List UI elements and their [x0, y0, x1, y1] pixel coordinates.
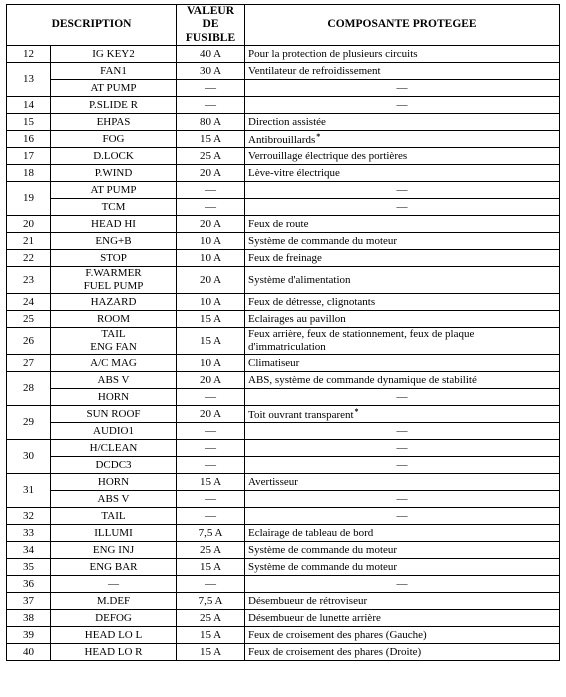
fuse-number: 35 [7, 559, 51, 576]
fuse-value: — [177, 97, 245, 114]
table-row [7, 165, 560, 182]
protected-component-line: Désembueur de lunette arrière [248, 611, 381, 624]
fuse-table-body [7, 46, 560, 661]
table-row [7, 294, 560, 311]
protected-component-line: Toit ouvrant transparent [248, 408, 354, 421]
fuse-number: 33 [7, 525, 51, 542]
fuse-description-line: M.DEF [96, 594, 131, 607]
header-composante: COMPOSANTE PROTEGEE [245, 5, 560, 46]
fuse-value: 15 A [177, 328, 245, 355]
fuse-table [6, 4, 560, 661]
fuse-value: 10 A [177, 294, 245, 311]
protected-component-line: — [396, 98, 408, 111]
fuse-description-line: D.LOCK [93, 149, 134, 162]
fuse-description [51, 131, 177, 148]
protected-component [245, 165, 560, 182]
fuse-description [51, 199, 177, 216]
fuse-description-line: AT PUMP [90, 81, 137, 94]
fuse-value: 10 A [177, 233, 245, 250]
fuse-description [51, 525, 177, 542]
fuse-value: 7,5 A [177, 525, 245, 542]
table-row [7, 610, 560, 627]
table-row [7, 542, 560, 559]
protected-component-line: — [396, 424, 408, 437]
fuse-description-line: IG KEY2 [92, 47, 135, 60]
fuse-value: 15 A [177, 627, 245, 644]
fuse-description [51, 508, 177, 525]
protected-component [245, 593, 560, 610]
protected-component-line: Système de commande du moteur [248, 234, 398, 247]
protected-component-line: — [396, 577, 408, 590]
fuse-description-line: DCDC3 [95, 458, 132, 471]
table-row [7, 576, 560, 593]
fuse-description [51, 165, 177, 182]
protected-component-line: Antibrouillards [248, 133, 316, 146]
protected-component-line: Eclairages au pavillon [248, 312, 346, 325]
table-row [7, 250, 560, 267]
fuse-description-line: ABS V [97, 373, 130, 386]
fuse-description-line: FAN1 [100, 64, 127, 77]
fuse-number: 36 [7, 576, 51, 593]
table-row [7, 389, 560, 406]
fuse-number: 39 [7, 627, 51, 644]
fuse-value: 25 A [177, 542, 245, 559]
fuse-number: 26 [7, 328, 51, 355]
fuse-description [51, 406, 177, 423]
fuse-value: 15 A [177, 131, 245, 148]
fuse-description-line: ABS V [97, 492, 130, 505]
fuse-description-line: P.SLIDE R [89, 98, 138, 111]
protected-component [245, 199, 560, 216]
fuse-value: 20 A [177, 267, 245, 294]
protected-component-line: — [396, 200, 408, 213]
fuse-number: 31 [7, 474, 51, 508]
fuse-description [51, 423, 177, 440]
fuse-number: 27 [7, 355, 51, 372]
fuse-value: — [177, 576, 245, 593]
fuse-description [51, 610, 177, 627]
fuse-value: 15 A [177, 474, 245, 491]
table-row [7, 97, 560, 114]
protected-component-line: — [396, 492, 408, 505]
fuse-value: — [177, 389, 245, 406]
protected-component [245, 80, 560, 97]
protected-component-line: Direction assistée [248, 115, 326, 128]
protected-component [245, 644, 560, 661]
fuse-description [51, 474, 177, 491]
fuse-value: 20 A [177, 372, 245, 389]
protected-component [245, 372, 560, 389]
fuse-description-line: AT PUMP [90, 183, 137, 196]
table-row [7, 199, 560, 216]
protected-component-line: Feux de route [248, 217, 309, 230]
protected-component [245, 328, 560, 355]
protected-component [245, 131, 560, 148]
protected-component [245, 63, 560, 80]
header-description: DESCRIPTION [7, 5, 177, 46]
table-row [7, 406, 560, 423]
protected-component-line: d'immatriculation [248, 341, 326, 353]
fuse-number: 20 [7, 216, 51, 233]
fuse-number: 22 [7, 250, 51, 267]
fuse-description-line: A/C MAG [90, 356, 137, 369]
fuse-description [51, 250, 177, 267]
fuse-value: 20 A [177, 216, 245, 233]
table-row [7, 63, 560, 80]
table-row [7, 525, 560, 542]
table-row [7, 328, 560, 355]
fuse-description-line: TAIL [101, 328, 126, 341]
fuse-description-line: FOG [102, 132, 125, 145]
fuse-number: 29 [7, 406, 51, 440]
fuse-description-line: ROOM [97, 312, 131, 325]
table-row [7, 372, 560, 389]
protected-component-line: Feux de croisement des phares (Gauche) [248, 628, 427, 641]
fuse-description [51, 372, 177, 389]
fuse-description [51, 355, 177, 372]
table-row [7, 593, 560, 610]
fuse-description [51, 233, 177, 250]
fuse-description-line: ENG+B [95, 234, 132, 247]
protected-component-line: Pour la protection de plusieurs circuits [248, 47, 418, 60]
fuse-description [51, 182, 177, 199]
fuse-description [51, 216, 177, 233]
fuse-value: — [177, 491, 245, 508]
protected-component [245, 491, 560, 508]
protected-component [245, 406, 560, 423]
table-row [7, 267, 560, 294]
header-valeur [177, 5, 245, 46]
fuse-description-line: H/CLEAN [89, 441, 138, 454]
protected-component [245, 474, 560, 491]
table-row [7, 311, 560, 328]
fuse-description-line: HAZARD [90, 295, 137, 308]
protected-component [245, 627, 560, 644]
table-row [7, 80, 560, 97]
fuse-description-line: AUDIO1 [93, 424, 134, 437]
protected-component-line: Système de commande du moteur [248, 543, 398, 556]
fuse-value: 10 A [177, 250, 245, 267]
fuse-value: — [177, 182, 245, 199]
fuse-description-line: HORN [97, 475, 130, 488]
table-row [7, 355, 560, 372]
fuse-number: 38 [7, 610, 51, 627]
fuse-description-line: ENG FAN [90, 341, 137, 353]
protected-component-line: Feux arrière, feux de stationnement, feux de plaque [248, 328, 475, 341]
protected-component [245, 97, 560, 114]
fuse-value: 20 A [177, 165, 245, 182]
fuse-number: 32 [7, 508, 51, 525]
fuse-number: 13 [7, 63, 51, 97]
table-row [7, 131, 560, 148]
fuse-value: — [177, 457, 245, 474]
protected-component [245, 250, 560, 267]
fuse-value: — [177, 440, 245, 457]
protected-component [245, 457, 560, 474]
table-row [7, 559, 560, 576]
protected-component [245, 423, 560, 440]
fuse-description [51, 644, 177, 661]
protected-component-line: — [396, 441, 408, 454]
protected-component-line: — [396, 390, 408, 403]
fuse-value: 40 A [177, 46, 245, 63]
fuse-description [51, 46, 177, 63]
fuse-description-line: DEFOG [95, 611, 132, 624]
table-row [7, 627, 560, 644]
protected-component [245, 311, 560, 328]
fuse-description [51, 148, 177, 165]
fuse-value: 15 A [177, 311, 245, 328]
fuse-number: 34 [7, 542, 51, 559]
protected-component [245, 525, 560, 542]
protected-component-line: Feux de croisement des phares (Droite) [248, 645, 422, 658]
header-valeur-line2: DE [202, 18, 219, 31]
fuse-value: — [177, 80, 245, 97]
fuse-value: — [177, 199, 245, 216]
table-row [7, 457, 560, 474]
table-row [7, 182, 560, 199]
fuse-description-line: HEAD LO R [84, 645, 143, 658]
protected-component-line: — [396, 509, 408, 522]
fuse-number: 24 [7, 294, 51, 311]
footnote-asterisk: * [354, 406, 359, 416]
fuse-value: 15 A [177, 644, 245, 661]
protected-component [245, 576, 560, 593]
table-row [7, 491, 560, 508]
fuse-description-line: ILLUMI [94, 526, 133, 539]
protected-component-line: — [396, 458, 408, 471]
fuse-description-line: STOP [100, 251, 127, 264]
protected-component-line: Système d'alimentation [248, 273, 351, 286]
fuse-number: 37 [7, 593, 51, 610]
header-valeur-line1: VALEUR [186, 5, 235, 18]
protected-component [245, 355, 560, 372]
fuse-description-line: TAIL [101, 509, 126, 522]
fuse-value: 10 A [177, 355, 245, 372]
protected-component-line: Feux de freinage [248, 251, 322, 264]
fuse-value: — [177, 508, 245, 525]
protected-component-line: Ventilateur de refroidissement [248, 64, 381, 77]
table-row [7, 114, 560, 131]
protected-component-line: Climatiseur [248, 356, 300, 369]
protected-component [245, 46, 560, 63]
fuse-description-line: — [108, 577, 119, 590]
fuse-value: 30 A [177, 63, 245, 80]
fuse-description-line: FUEL PUMP [83, 280, 144, 292]
protected-component-line: Eclairage de tableau de bord [248, 526, 374, 539]
fuse-number: 17 [7, 148, 51, 165]
protected-component [245, 508, 560, 525]
table-row [7, 233, 560, 250]
fuse-number: 40 [7, 644, 51, 661]
protected-component-line: Verrouillage électrique des portières [248, 149, 408, 162]
protected-component-line: ABS, système de commande dynamique de stabilité [248, 373, 477, 386]
fuse-value: 15 A [177, 559, 245, 576]
protected-component-line: — [396, 183, 408, 196]
fuse-description [51, 576, 177, 593]
fuse-description-line: P.WIND [94, 166, 133, 179]
fuse-number: 25 [7, 311, 51, 328]
protected-component [245, 294, 560, 311]
fuse-description [51, 542, 177, 559]
fuse-description-line: HORN [97, 390, 130, 403]
protected-component [245, 233, 560, 250]
fuse-number: 12 [7, 46, 51, 63]
fuse-description [51, 328, 177, 355]
protected-component-line: Lève-vitre électrique [248, 166, 340, 179]
protected-component [245, 542, 560, 559]
fuse-description-line: ENG INJ [92, 543, 135, 556]
fuse-description [51, 311, 177, 328]
protected-component [245, 610, 560, 627]
protected-component [245, 114, 560, 131]
protected-component [245, 389, 560, 406]
fuse-number: 14 [7, 97, 51, 114]
fuse-description-line: F.WARMER [85, 267, 142, 280]
fuse-value: 7,5 A [177, 593, 245, 610]
fuse-number: 28 [7, 372, 51, 406]
fuse-value: — [177, 423, 245, 440]
table-row [7, 440, 560, 457]
protected-component-line: Feux de détresse, clignotants [248, 295, 376, 308]
protected-component [245, 182, 560, 199]
fuse-number: 23 [7, 267, 51, 294]
fuse-value: 25 A [177, 610, 245, 627]
footnote-asterisk: * [316, 131, 321, 141]
protected-component [245, 148, 560, 165]
protected-component [245, 559, 560, 576]
table-row [7, 474, 560, 491]
fuse-description [51, 440, 177, 457]
table-row [7, 423, 560, 440]
fuse-description-line: TCM [101, 200, 126, 213]
fuse-description [51, 491, 177, 508]
fuse-description [51, 457, 177, 474]
fuse-number: 30 [7, 440, 51, 474]
fuse-description-line: ENG BAR [89, 560, 138, 573]
table-row [7, 148, 560, 165]
protected-component-line: Désembueur de rétroviseur [248, 594, 368, 607]
fuse-description-line: SUN ROOF [86, 407, 141, 420]
fuse-value: 25 A [177, 148, 245, 165]
fuse-number: 19 [7, 182, 51, 216]
header-valeur-line3: FUSIBLE [185, 31, 236, 44]
protected-component-line: — [396, 81, 408, 94]
protected-component [245, 440, 560, 457]
protected-component-line: Système de commande du moteur [248, 560, 398, 573]
fuse-description [51, 389, 177, 406]
fuse-value: 20 A [177, 406, 245, 423]
protected-component [245, 216, 560, 233]
fuse-description [51, 593, 177, 610]
table-row [7, 644, 560, 661]
table-row [7, 46, 560, 63]
fuse-description [51, 63, 177, 80]
fuse-description [51, 114, 177, 131]
fuse-value: 80 A [177, 114, 245, 131]
fuse-description [51, 97, 177, 114]
fuse-number: 15 [7, 114, 51, 131]
fuse-description-line: HEAD LO L [84, 628, 143, 641]
fuse-description [51, 559, 177, 576]
fuse-number: 16 [7, 131, 51, 148]
protected-component-line: Avertisseur [248, 475, 298, 488]
fuse-number: 18 [7, 165, 51, 182]
header-row [7, 5, 560, 46]
fuse-number: 21 [7, 233, 51, 250]
table-row [7, 508, 560, 525]
fuse-description [51, 267, 177, 294]
fuse-description [51, 80, 177, 97]
fuse-description [51, 627, 177, 644]
table-row [7, 216, 560, 233]
fuse-description-line: HEAD HI [91, 217, 136, 230]
fuse-description-line: EHPAS [96, 115, 131, 128]
fuse-description [51, 294, 177, 311]
protected-component [245, 267, 560, 294]
